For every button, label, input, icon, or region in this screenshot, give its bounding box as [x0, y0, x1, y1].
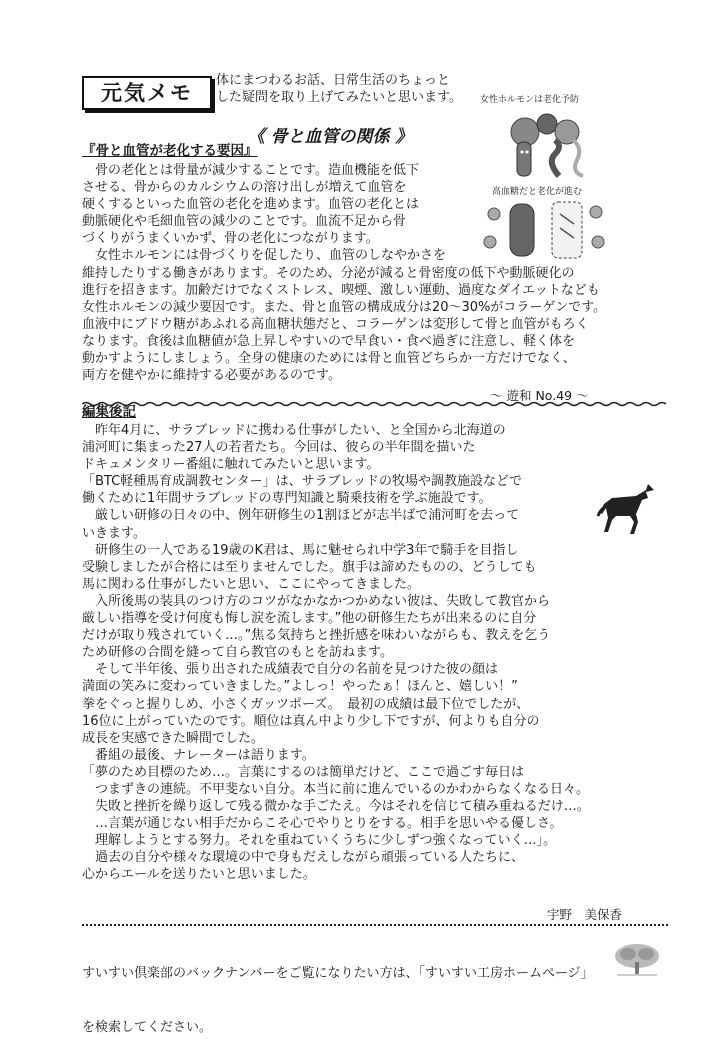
editorial-signature: 宇野 美保香 — [547, 907, 623, 922]
intro-text — [216, 72, 506, 106]
article-line: 硬くするといった血管の老化を進めます。血管の老化とは — [82, 197, 419, 213]
article-line: 動かすようにしましょう。全身の健康のためには骨と血管どちらか一方だけでなく、 — [82, 351, 576, 367]
editorial-line: 過去の自分や様々な環境の中で身もだえしながら頑張っている人たちに、 — [82, 850, 525, 866]
editorial-line: いきます。 — [82, 525, 146, 541]
editorial-line: 「夢のため目標のため…。言葉にするのは簡単だけど、ここで過ごす毎日は — [82, 764, 525, 780]
editorial-line: 心からエールを送りたいと思いました。 — [82, 867, 316, 883]
editorial-line: 研修生の一人である19歳のK君は、馬に魅せられ中学3年で騎手を目指し — [82, 542, 519, 558]
article-signature: ～ 遊和 No.49 ～ — [490, 388, 589, 403]
article-line: 血液中にブドウ糖があふれる高血糖状態だと、コラーゲンは変形して骨と血管がもろく — [82, 316, 589, 332]
memo-title-box — [82, 76, 212, 110]
editorial-line: 厳しい指導を受け何度も悔し涙を流します。”他の研修生たちが出来るのに自分 — [82, 611, 537, 627]
editorial-line: 「BTC軽種馬育成調教センター」は、サラブレッドの牧場や調教施設などで — [82, 474, 523, 490]
article-line: 進行を招きます。加齢だけでなくストレス、喫煙、激しい運動、過度なダイエットなども — [82, 282, 600, 298]
editorial-line: 理解しようとする努力。それを重ねていくうちに少しずつ強くなっていく…」。 — [82, 833, 557, 849]
editorial-line: 拳をぐっと握りしめ、小さくガッツポーズ。 最初の成績は最下位でしたが、 — [82, 696, 530, 712]
editorial-line: ドキュメンタリー番組に触れてみたいと思います。 — [82, 457, 380, 473]
article-title: 《 骨と血管の関係 》 — [247, 127, 413, 147]
horse-illustration — [596, 480, 662, 536]
editorial-line: 16位に上がっていたのです。順位は真ん中より少し下ですが、何よりも自分の — [82, 713, 540, 729]
editorial-line: 働くために1年間サラブレッドの専門知識と騎乗技術を学ぶ施設です。 — [82, 491, 492, 507]
footer-text — [82, 929, 594, 1055]
hormone-caption: 女性ホルモンは老化予防 — [480, 95, 580, 105]
intro-line: した疑問を取り上げてみたいと思います。 — [216, 90, 462, 105]
article-body — [82, 162, 606, 384]
article-line: 動脈硬化や毛細血管の減少のことです。血流不足から骨 — [82, 214, 406, 230]
article-line: 両方を健やかに維持する必要があるのです。 — [82, 368, 341, 384]
tree-logo — [612, 942, 662, 978]
footer-line: を検索してください。 — [82, 1020, 213, 1035]
editorial-line: だけが取り残されていく…。”焦る気持ちと挫折感を味わいながらも、教えを乞う — [82, 628, 551, 644]
editorial-line: 昨年4月に、サラブレッドに携わる仕事がしたい、と全国から北海道の — [82, 423, 506, 438]
footer-divider — [82, 924, 668, 926]
memo-title: 元気メモ — [101, 81, 193, 105]
editorial-heading: 編集後記 — [82, 404, 136, 420]
article-line: 女性ホルモンには骨づくりを促したり、血管のしなやかさを — [82, 248, 447, 264]
editorial-line: ため研修の合間を縫って自ら教官のもとを訪ねます。 — [82, 645, 393, 661]
article-line: なります。食後は血糖値が急上昇しやすいので早食い・食べ過ぎに注意し、軽く体を — [82, 333, 575, 349]
editorial-line: 成長を実感できた瞬間でした。 — [82, 730, 265, 746]
editorial-line: 満面の笑みに変わっていきました。”よしっ！やったぁ！ほんと、嬉しい！” — [82, 679, 518, 695]
editorial-line: 厳しい研修の日々の中、例年研修生の1割ほどが志半ばで浦河町を去って — [82, 508, 520, 524]
editorial-body — [82, 422, 590, 884]
intro-line: 体にまつわるお話、日常生活のちょっと — [216, 73, 451, 88]
editorial-line: 受験しましたが合格には至りませんでした。旗手は諦めたものの、どうしても — [82, 559, 537, 575]
footer-line: すいすい倶楽部のバックナンバーをご覧になりたい方は、「すいすい工房ホームページ」 — [82, 966, 594, 981]
editorial-line: …言葉が通じない相手だからこそ心でやりとりをする。相手を思いやる優しさ。 — [82, 816, 563, 832]
editorial-line: そして半年後、張り出された成績表で自分の名前を見つけた彼の顔は — [82, 662, 499, 678]
editorial-line: 失敗と挫折を繰り返して残る微かな手ごたえ。今はそれを信じて積み重ねるだけ…。 — [82, 799, 590, 815]
article-line: 維持したりする働きがあります。そのため、分泌が減ると骨密度の低下や動脈硬化の — [82, 265, 575, 281]
editorial-line: 入所後馬の装具のつけ方のコツがなかなかつかめない彼は、失敗して教官から — [82, 593, 551, 609]
sugar-caption: 高血糖だと老化が進む — [492, 187, 583, 197]
article-line: 女性ホルモンの減少要因です。また、骨と血管の構成成分は20～30%がコラーゲンです。 — [82, 299, 607, 315]
article-line: 骨の老化とは骨量が減少することです。造血機能を低下 — [82, 163, 419, 178]
editorial-line: 番組の最後、ナレーターは語ります。 — [82, 747, 315, 763]
article-section-heading: 『骨と血管が老化する要因』 — [82, 143, 258, 159]
article-line: づくりがうまくいかず、骨の老化につながります。 — [82, 231, 379, 247]
article-line: させる、骨からのカルシウムの溶け出しが増えて血管を — [82, 180, 407, 196]
section-divider — [82, 401, 668, 407]
editorial-line: 浦河町に集まった27人の若者たち。今回は、彼らの半年間を描いた — [82, 440, 476, 456]
editorial-line: 馬に関わる仕事がしたいと思い、ここにやってきました。 — [82, 576, 421, 592]
editorial-line: つまずきの連続。不甲斐ない自分。本当に前に進んでいるのかわからなくなる日々。 — [82, 781, 590, 797]
